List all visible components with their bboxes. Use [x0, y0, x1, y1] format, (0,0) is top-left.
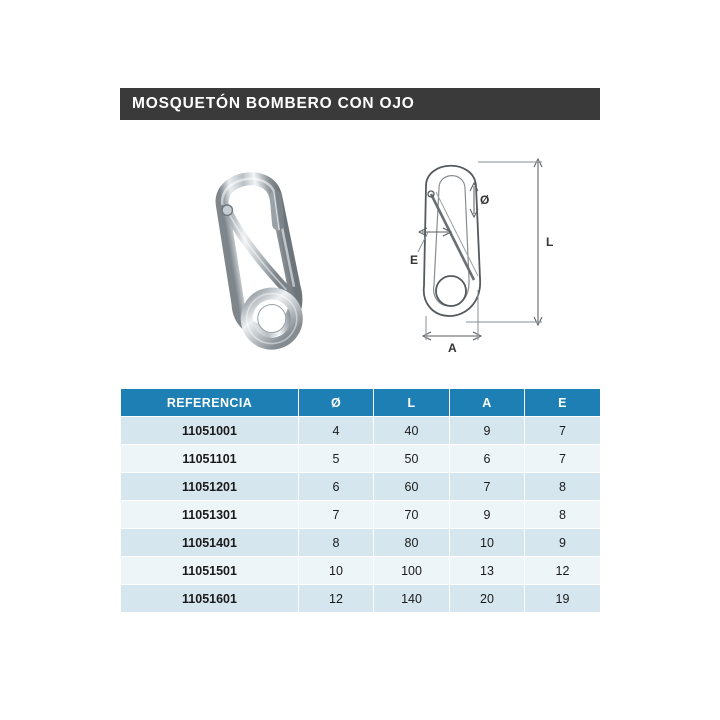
- table-row: [121, 473, 601, 501]
- diagram-label-e: E: [410, 253, 419, 267]
- column-header-length: L: [374, 389, 450, 417]
- cell-e: 7: [525, 445, 601, 473]
- cell-a: 9: [450, 417, 525, 445]
- column-header-e: E: [525, 389, 601, 417]
- table-row: [121, 585, 601, 613]
- cell-a: 13: [450, 557, 525, 585]
- column-header-diameter: Ø: [299, 389, 374, 417]
- specifications-table: [120, 388, 601, 613]
- cell-length: 50: [374, 445, 450, 473]
- cell-length: 100: [374, 557, 450, 585]
- cell-length: 70: [374, 501, 450, 529]
- cell-referencia: 11051201: [121, 473, 299, 501]
- cell-referencia: 11051101: [121, 445, 299, 473]
- cell-a: 6: [450, 445, 525, 473]
- cell-e: 7: [525, 417, 601, 445]
- table-row: [121, 557, 601, 585]
- cell-diameter: 12: [299, 585, 374, 613]
- table-header-row: [121, 389, 601, 417]
- table-row: [121, 417, 601, 445]
- table-row: [121, 501, 601, 529]
- cell-length: 80: [374, 529, 450, 557]
- cell-diameter: 6: [299, 473, 374, 501]
- column-header-a: A: [450, 389, 525, 417]
- cell-referencia: 11051501: [121, 557, 299, 585]
- cell-e: 19: [525, 585, 601, 613]
- diagram-label-l: L: [546, 235, 554, 249]
- cell-a: 7: [450, 473, 525, 501]
- cell-a: 10: [450, 529, 525, 557]
- cell-e: 8: [525, 473, 601, 501]
- cell-diameter: 8: [299, 529, 374, 557]
- cell-diameter: 4: [299, 417, 374, 445]
- cell-length: 60: [374, 473, 450, 501]
- cell-diameter: 7: [299, 501, 374, 529]
- figures-area: [120, 130, 600, 370]
- diagram-label-diameter: Ø: [480, 193, 490, 207]
- cell-e: 12: [525, 557, 601, 585]
- cell-e: 8: [525, 501, 601, 529]
- cell-a: 9: [450, 501, 525, 529]
- cell-referencia: 11051001: [121, 417, 299, 445]
- cell-referencia: 11051401: [121, 529, 299, 557]
- cell-e: 9: [525, 529, 601, 557]
- column-header-referencia: REFERENCIA: [121, 389, 299, 417]
- cell-length: 40: [374, 417, 450, 445]
- snap-hook-photo: [160, 140, 380, 360]
- cell-referencia: 11051601: [121, 585, 299, 613]
- table-row: [121, 529, 601, 557]
- cell-diameter: 10: [299, 557, 374, 585]
- table-row: [121, 445, 601, 473]
- cell-a: 20: [450, 585, 525, 613]
- title-bar: [120, 88, 600, 120]
- snap-hook-dimension-diagram: [370, 140, 600, 365]
- diagram-label-a: A: [448, 341, 457, 355]
- cell-referencia: 11051301: [121, 501, 299, 529]
- cell-length: 140: [374, 585, 450, 613]
- page-title: MOSQUETÓN BOMBERO CON OJO: [132, 95, 415, 112]
- cell-diameter: 5: [299, 445, 374, 473]
